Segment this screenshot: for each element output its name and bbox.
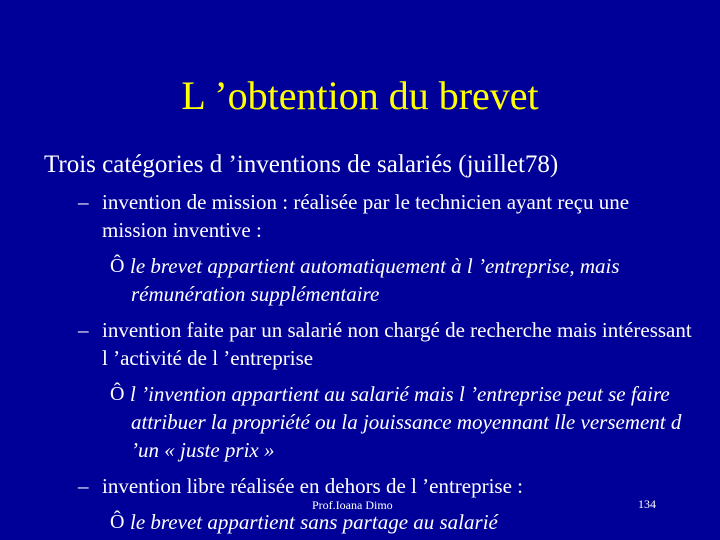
note-text: l ’invention appartient au salarié mais l ’entreprise peut se faire attribuer la propriété ou la jouissance moyennant lle versement d ’un « juste prix » xyxy=(130,382,682,462)
dash-marker: – xyxy=(78,474,89,498)
note-text: le brevet appartient sans partage au salarié xyxy=(130,510,498,534)
note-libre xyxy=(110,508,700,536)
sub-bullet-text: invention de mission : réalisée par le technicien ayant reçu une mission inventive : xyxy=(102,190,630,242)
arrow-icon: Ô xyxy=(110,383,125,405)
sub-bullet-text: invention faite par un salarié non chargé de recherche mais intéressant l ’activité de l ’entreprise xyxy=(102,318,692,370)
note-text: le brevet appartient automatiquement à l ’entreprise, mais rémunération supplémentaire xyxy=(130,254,620,306)
slide-title: L ’obtention du brevet xyxy=(181,73,539,118)
sub-bullet-hors-mission xyxy=(78,316,698,372)
main-bullet: Trois catégories d ’inventions de salariés (juillet78) xyxy=(44,151,559,178)
dash-marker: – xyxy=(78,190,89,214)
page-number: 134 xyxy=(638,497,656,511)
arrow-icon: Ô xyxy=(110,511,125,533)
note-mission xyxy=(110,252,700,308)
arrow-icon: Ô xyxy=(110,255,125,277)
sub-bullet-mission xyxy=(78,188,698,244)
note-hors-mission xyxy=(110,380,700,464)
footer-author: Prof.Ioana Dimo xyxy=(312,498,393,512)
sub-bullet-text: invention libre réalisée en dehors de l ’entreprise : xyxy=(102,474,524,498)
sub-bullet-libre xyxy=(78,472,698,500)
dash-marker: – xyxy=(78,318,89,342)
